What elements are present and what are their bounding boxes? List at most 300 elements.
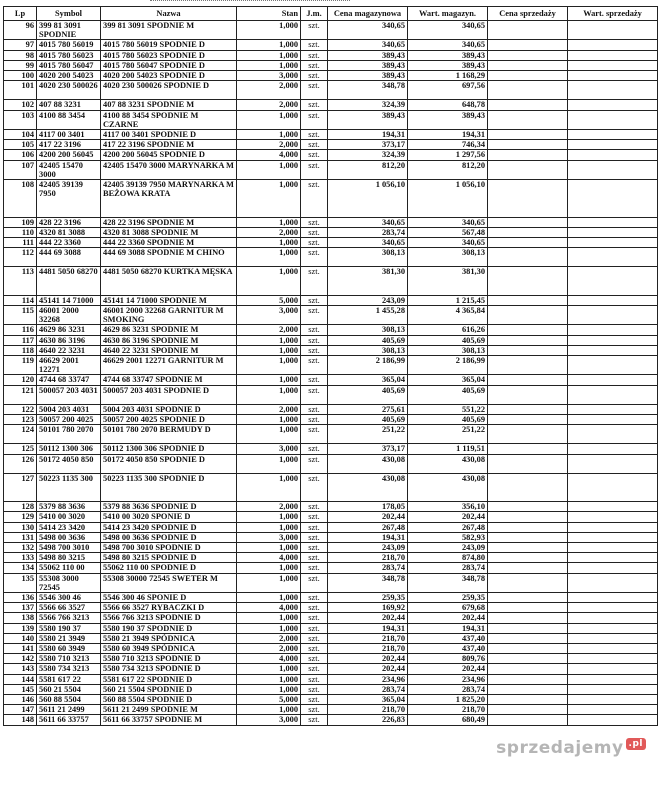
- cell-wart-magazyn: 340,65: [408, 238, 488, 248]
- cell-wart-magazyn: 340,65: [408, 40, 488, 50]
- cell-cena-sprzedazy: [488, 512, 568, 522]
- cell-symbol: 4200 200 56045: [37, 150, 101, 160]
- cell-wart-magazyn: 283,74: [408, 563, 488, 573]
- cell-lp: 104: [4, 130, 37, 140]
- cell-cena-sprzedazy: [488, 593, 568, 603]
- header-lp: Lp: [4, 7, 37, 21]
- cell-wart-magazyn: 389,43: [408, 60, 488, 70]
- cell-cena-sprzedazy: [488, 325, 568, 335]
- cell-wart-magazyn: 430,08: [408, 473, 488, 501]
- cell-symbol: 5410 00 3020: [37, 512, 101, 522]
- cell-lp: 100: [4, 71, 37, 81]
- cell-symbol: 5004 203 4031: [37, 404, 101, 414]
- cell-wart-sprzedazy: [568, 633, 658, 643]
- cell-cena-sprzedazy: [488, 160, 568, 179]
- cell-cena-sprzedazy: [488, 684, 568, 694]
- cell-wart-magazyn: 567,48: [408, 227, 488, 237]
- cell-jm: szt.: [301, 454, 328, 473]
- cell-wart-magazyn: 202,44: [408, 613, 488, 623]
- cell-stan: 1,000: [237, 130, 301, 140]
- cell-cena-magazynowa: 340,65: [328, 21, 408, 40]
- table-row: [4, 502, 658, 512]
- cell-stan: 1,000: [237, 705, 301, 715]
- cell-stan: 2,000: [237, 140, 301, 150]
- cell-stan: 1,000: [237, 613, 301, 623]
- cell-nazwa: 560 21 5504 SPODNIE D: [101, 684, 237, 694]
- table-row: [4, 633, 658, 643]
- table-header-row: [4, 7, 658, 21]
- cell-lp: 111: [4, 238, 37, 248]
- cell-nazwa: 500057 203 4031 SPODNIE D: [101, 385, 237, 404]
- header-symbol: Symbol: [37, 7, 101, 21]
- cell-jm: szt.: [301, 705, 328, 715]
- cell-jm: szt.: [301, 674, 328, 684]
- cell-symbol: 428 22 3196: [37, 217, 101, 227]
- header-cena-magazynowa: Cena magazynowa: [328, 7, 408, 21]
- cell-jm: szt.: [301, 532, 328, 542]
- cell-nazwa: 4320 81 3088 SPODNIE M: [101, 227, 237, 237]
- cell-jm: szt.: [301, 238, 328, 248]
- cell-symbol: 4020 200 54023: [37, 71, 101, 81]
- cell-symbol: 5498 00 3636: [37, 532, 101, 542]
- table-body: [4, 21, 658, 726]
- table-row: [4, 553, 658, 563]
- cell-stan: 1,000: [237, 415, 301, 425]
- table-row: [4, 444, 658, 454]
- cell-symbol: 5379 88 3636: [37, 502, 101, 512]
- cell-wart-magazyn: 4 365,84: [408, 306, 488, 325]
- cell-lp: 133: [4, 553, 37, 563]
- cell-wart-magazyn: 1 825,20: [408, 695, 488, 705]
- cell-nazwa: 5580 710 3213 SPODNIE D: [101, 654, 237, 664]
- cell-stan: 3,000: [237, 306, 301, 325]
- cell-symbol: 4015 780 56023: [37, 50, 101, 60]
- cell-cena-magazynowa: 365,04: [328, 375, 408, 385]
- cell-cena-magazynowa: 430,08: [328, 473, 408, 501]
- table-row: [4, 356, 658, 375]
- cell-stan: 4,000: [237, 654, 301, 664]
- cell-symbol: 5611 66 33757: [37, 715, 101, 725]
- cell-nazwa: 5566 66 3527 RYBACZKI D: [101, 603, 237, 613]
- cell-wart-magazyn: 202,44: [408, 512, 488, 522]
- cell-jm: szt.: [301, 695, 328, 705]
- cell-symbol: 50101 780 2070: [37, 425, 101, 444]
- cell-symbol: 5498 700 3010: [37, 543, 101, 553]
- cell-wart-sprzedazy: [568, 684, 658, 694]
- cell-stan: 1,000: [237, 674, 301, 684]
- cell-wart-magazyn: 218,70: [408, 705, 488, 715]
- cell-wart-magazyn: 874,80: [408, 553, 488, 563]
- table-row: [4, 674, 658, 684]
- table-row: [4, 425, 658, 444]
- cell-jm: szt.: [301, 644, 328, 654]
- cell-cena-sprzedazy: [488, 110, 568, 129]
- cell-symbol: 55062 110 00: [37, 563, 101, 573]
- cell-jm: szt.: [301, 150, 328, 160]
- cell-cena-magazynowa: 194,31: [328, 130, 408, 140]
- cell-lp: 103: [4, 110, 37, 129]
- table-row: [4, 375, 658, 385]
- cell-cena-magazynowa: 283,74: [328, 563, 408, 573]
- table-row: [4, 217, 658, 227]
- table-row: [4, 180, 658, 218]
- table-row: [4, 345, 658, 355]
- cell-cena-sprzedazy: [488, 444, 568, 454]
- cell-cena-magazynowa: 405,69: [328, 335, 408, 345]
- cell-symbol: 4481 5050 68270: [37, 267, 101, 295]
- cell-lp: 115: [4, 306, 37, 325]
- cell-wart-sprzedazy: [568, 573, 658, 592]
- cell-wart-sprzedazy: [568, 563, 658, 573]
- cell-cena-sprzedazy: [488, 522, 568, 532]
- cell-wart-sprzedazy: [568, 21, 658, 40]
- table-row: [4, 248, 658, 267]
- table-row: [4, 512, 658, 522]
- cell-symbol: 50057 200 4025: [37, 415, 101, 425]
- cell-nazwa: 4015 780 56019 SPODNIE D: [101, 40, 237, 50]
- cell-nazwa: 5580 60 3949 SPÓDNICA: [101, 644, 237, 654]
- cell-lp: 117: [4, 335, 37, 345]
- cell-wart-sprzedazy: [568, 603, 658, 613]
- cell-cena-magazynowa: 275,61: [328, 404, 408, 414]
- cell-cena-magazynowa: 389,43: [328, 71, 408, 81]
- cell-stan: 5,000: [237, 295, 301, 305]
- cell-stan: 1,000: [237, 385, 301, 404]
- watermark-logo: [496, 738, 646, 758]
- cell-nazwa: 4481 5050 68270 KURTKA MĘSKA: [101, 267, 237, 295]
- cell-jm: szt.: [301, 415, 328, 425]
- cell-symbol: 4629 86 3231: [37, 325, 101, 335]
- table-row: [4, 227, 658, 237]
- watermark-text: sprzedajemy: [496, 738, 624, 758]
- cell-wart-magazyn: 1 297,56: [408, 150, 488, 160]
- cell-wart-sprzedazy: [568, 623, 658, 633]
- cell-symbol: 5546 300 46: [37, 593, 101, 603]
- cell-wart-magazyn: 680,49: [408, 715, 488, 725]
- cell-stan: 2,000: [237, 502, 301, 512]
- cell-lp: 114: [4, 295, 37, 305]
- cell-wart-magazyn: 283,74: [408, 684, 488, 694]
- cell-cena-sprzedazy: [488, 306, 568, 325]
- cell-symbol: 5580 190 37: [37, 623, 101, 633]
- cell-jm: szt.: [301, 81, 328, 100]
- cell-cena-magazynowa: 169,92: [328, 603, 408, 613]
- cell-lp: 102: [4, 100, 37, 110]
- cell-nazwa: 5580 734 3213 SPODNIE D: [101, 664, 237, 674]
- cell-wart-sprzedazy: [568, 71, 658, 81]
- cell-nazwa: 4117 00 3401 SPODNIE D: [101, 130, 237, 140]
- cell-cena-sprzedazy: [488, 425, 568, 444]
- cell-jm: szt.: [301, 71, 328, 81]
- cell-wart-magazyn: 551,22: [408, 404, 488, 414]
- table-row: [4, 160, 658, 179]
- cell-wart-magazyn: 405,69: [408, 415, 488, 425]
- cell-nazwa: 4630 86 3196 SPODNIE M: [101, 335, 237, 345]
- cell-wart-magazyn: 259,35: [408, 593, 488, 603]
- cell-cena-magazynowa: 308,13: [328, 248, 408, 267]
- cell-wart-magazyn: 251,22: [408, 425, 488, 444]
- cell-cena-magazynowa: 389,43: [328, 60, 408, 70]
- cell-lp: 143: [4, 664, 37, 674]
- cell-symbol: 46629 2001 12271: [37, 356, 101, 375]
- table-row: [4, 238, 658, 248]
- table-row: [4, 522, 658, 532]
- cell-wart-magazyn: 697,56: [408, 81, 488, 100]
- cell-wart-magazyn: 243,09: [408, 543, 488, 553]
- cell-cena-magazynowa: 202,44: [328, 613, 408, 623]
- cell-stan: 1,000: [237, 664, 301, 674]
- cell-lp: 132: [4, 543, 37, 553]
- table-row: [4, 593, 658, 603]
- cell-jm: szt.: [301, 110, 328, 129]
- cell-wart-sprzedazy: [568, 444, 658, 454]
- cell-symbol: 55308 3000 72545: [37, 573, 101, 592]
- cell-cena-magazynowa: 365,04: [328, 695, 408, 705]
- cell-symbol: 407 88 3231: [37, 100, 101, 110]
- cell-lp: 141: [4, 644, 37, 654]
- table-row: [4, 267, 658, 295]
- cell-jm: szt.: [301, 654, 328, 664]
- cell-jm: szt.: [301, 715, 328, 725]
- cell-cena-magazynowa: 218,70: [328, 705, 408, 715]
- cell-lp: 147: [4, 705, 37, 715]
- cell-stan: 2,000: [237, 325, 301, 335]
- cell-lp: 148: [4, 715, 37, 725]
- cell-wart-magazyn: 202,44: [408, 664, 488, 674]
- watermark-tld: .pl: [626, 738, 646, 750]
- cell-symbol: 5580 60 3949: [37, 644, 101, 654]
- cell-symbol: 4015 780 56019: [37, 40, 101, 50]
- cell-lp: 127: [4, 473, 37, 501]
- header-nazwa: Nazwa: [101, 7, 237, 21]
- cell-stan: 1,000: [237, 512, 301, 522]
- cell-lp: 120: [4, 375, 37, 385]
- cell-cena-magazynowa: 2 186,99: [328, 356, 408, 375]
- cell-jm: szt.: [301, 227, 328, 237]
- cell-nazwa: 5004 203 4031 SPODNIE D: [101, 404, 237, 414]
- cell-cena-sprzedazy: [488, 644, 568, 654]
- cell-lp: 138: [4, 613, 37, 623]
- cell-jm: szt.: [301, 593, 328, 603]
- cell-jm: szt.: [301, 684, 328, 694]
- cell-nazwa: 50112 1300 306 SPODNIE D: [101, 444, 237, 454]
- cell-wart-magazyn: 405,69: [408, 385, 488, 404]
- cell-wart-sprzedazy: [568, 715, 658, 725]
- cell-wart-magazyn: 365,04: [408, 375, 488, 385]
- table-row: [4, 613, 658, 623]
- cell-lp: 101: [4, 81, 37, 100]
- cell-nazwa: 5379 88 3636 SPODNIE D: [101, 502, 237, 512]
- cell-wart-magazyn: 648,78: [408, 100, 488, 110]
- cell-wart-sprzedazy: [568, 532, 658, 542]
- cell-cena-magazynowa: 340,65: [328, 238, 408, 248]
- cell-wart-magazyn: 1 168,29: [408, 71, 488, 81]
- cell-lp: 142: [4, 654, 37, 664]
- cell-cena-sprzedazy: [488, 217, 568, 227]
- cell-nazwa: 5580 190 37 SPODNIE D: [101, 623, 237, 633]
- cell-nazwa: 50057 200 4025 SPODNIE D: [101, 415, 237, 425]
- cell-stan: 2,000: [237, 81, 301, 100]
- cell-nazwa: 4629 86 3231 SPODNIE M: [101, 325, 237, 335]
- cell-stan: 1,000: [237, 345, 301, 355]
- cell-wart-sprzedazy: [568, 248, 658, 267]
- cell-wart-magazyn: 2 186,99: [408, 356, 488, 375]
- cell-wart-sprzedazy: [568, 238, 658, 248]
- cell-nazwa: 428 22 3196 SPODNIE M: [101, 217, 237, 227]
- cell-wart-magazyn: 267,48: [408, 522, 488, 532]
- cell-jm: szt.: [301, 543, 328, 553]
- cell-stan: 1,000: [237, 50, 301, 60]
- table-row: [4, 695, 658, 705]
- cell-lp: 135: [4, 573, 37, 592]
- cell-cena-magazynowa: 324,39: [328, 150, 408, 160]
- cell-jm: szt.: [301, 325, 328, 335]
- cell-wart-sprzedazy: [568, 512, 658, 522]
- cell-stan: 3,000: [237, 532, 301, 542]
- cell-stan: 2,000: [237, 100, 301, 110]
- cell-lp: 124: [4, 425, 37, 444]
- cell-stan: 1,000: [237, 375, 301, 385]
- cell-jm: szt.: [301, 473, 328, 501]
- cell-wart-magazyn: 437,40: [408, 644, 488, 654]
- cell-stan: 1,000: [237, 573, 301, 592]
- cell-lp: 136: [4, 593, 37, 603]
- cell-wart-sprzedazy: [568, 150, 658, 160]
- cell-wart-sprzedazy: [568, 385, 658, 404]
- cell-stan: 4,000: [237, 553, 301, 563]
- cell-wart-sprzedazy: [568, 593, 658, 603]
- cell-cena-magazynowa: 218,70: [328, 633, 408, 643]
- inventory-table: [3, 6, 658, 726]
- cell-symbol: 560 21 5504: [37, 684, 101, 694]
- cell-jm: szt.: [301, 425, 328, 444]
- cell-cena-magazynowa: 243,09: [328, 295, 408, 305]
- cell-wart-sprzedazy: [568, 40, 658, 50]
- cell-wart-sprzedazy: [568, 415, 658, 425]
- cell-symbol: 4744 68 33747: [37, 375, 101, 385]
- cell-symbol: 42405 15470 3000: [37, 160, 101, 179]
- cell-wart-magazyn: 348,78: [408, 573, 488, 592]
- cell-cena-sprzedazy: [488, 295, 568, 305]
- cell-lp: 98: [4, 50, 37, 60]
- cell-jm: szt.: [301, 217, 328, 227]
- table-row: [4, 385, 658, 404]
- table-row: [4, 644, 658, 654]
- cell-stan: 2,000: [237, 633, 301, 643]
- cell-cena-magazynowa: 283,74: [328, 227, 408, 237]
- cell-nazwa: 46629 2001 12271 GARNITUR M: [101, 356, 237, 375]
- table-row: [4, 664, 658, 674]
- cell-stan: 5,000: [237, 695, 301, 705]
- cell-wart-magazyn: 234,96: [408, 674, 488, 684]
- cell-lp: 110: [4, 227, 37, 237]
- cell-cena-sprzedazy: [488, 502, 568, 512]
- table-row: [4, 715, 658, 725]
- cell-symbol: 50223 1135 300: [37, 473, 101, 501]
- cell-cena-sprzedazy: [488, 71, 568, 81]
- cell-stan: 2,000: [237, 404, 301, 414]
- table-row: [4, 140, 658, 150]
- cell-lp: 96: [4, 21, 37, 40]
- cell-cena-magazynowa: 1 056,10: [328, 180, 408, 218]
- cell-wart-sprzedazy: [568, 404, 658, 414]
- cell-cena-magazynowa: 251,22: [328, 425, 408, 444]
- cell-wart-magazyn: 194,31: [408, 130, 488, 140]
- cell-cena-magazynowa: 340,65: [328, 40, 408, 50]
- table-row: [4, 50, 658, 60]
- cell-wart-sprzedazy: [568, 180, 658, 218]
- cell-cena-magazynowa: 234,96: [328, 674, 408, 684]
- cell-wart-sprzedazy: [568, 654, 658, 664]
- cell-nazwa: 50101 780 2070 BERMUDY D: [101, 425, 237, 444]
- table-row: [4, 415, 658, 425]
- cell-nazwa: 5410 00 3020 SPONIE D: [101, 512, 237, 522]
- cell-wart-sprzedazy: [568, 306, 658, 325]
- cut-off-header-line: [150, 0, 350, 3]
- cell-stan: 1,000: [237, 623, 301, 633]
- cell-wart-magazyn: 356,10: [408, 502, 488, 512]
- cell-jm: szt.: [301, 522, 328, 532]
- table-row: [4, 454, 658, 473]
- cell-stan: 1,000: [237, 110, 301, 129]
- cell-symbol: 46001 2000 32268: [37, 306, 101, 325]
- cell-cena-magazynowa: 812,20: [328, 160, 408, 179]
- cell-jm: szt.: [301, 502, 328, 512]
- cell-cena-magazynowa: 389,43: [328, 110, 408, 129]
- cell-symbol: 5580 710 3213: [37, 654, 101, 664]
- cell-jm: szt.: [301, 385, 328, 404]
- cell-wart-sprzedazy: [568, 356, 658, 375]
- cell-wart-sprzedazy: [568, 345, 658, 355]
- table-row: [4, 325, 658, 335]
- cell-lp: 107: [4, 160, 37, 179]
- cell-nazwa: 417 22 3196 SPODNIE M: [101, 140, 237, 150]
- cell-nazwa: 5566 766 3213 SPODNIE D: [101, 613, 237, 623]
- cell-wart-magazyn: 616,26: [408, 325, 488, 335]
- cell-symbol: 444 69 3088: [37, 248, 101, 267]
- cell-jm: szt.: [301, 356, 328, 375]
- cell-nazwa: 5414 23 3420 SPODNIE D: [101, 522, 237, 532]
- table-row: [4, 150, 658, 160]
- cell-cena-magazynowa: 389,43: [328, 50, 408, 60]
- cell-wart-sprzedazy: [568, 705, 658, 715]
- cell-jm: szt.: [301, 180, 328, 218]
- cell-jm: szt.: [301, 345, 328, 355]
- cell-nazwa: 46001 2000 32268 GARNITUR M SMOKING: [101, 306, 237, 325]
- cell-wart-magazyn: 746,34: [408, 140, 488, 150]
- cell-jm: szt.: [301, 603, 328, 613]
- cell-lp: 109: [4, 217, 37, 227]
- cell-symbol: 50172 4050 850: [37, 454, 101, 473]
- cell-nazwa: 5581 617 22 SPODNIE D: [101, 674, 237, 684]
- cell-jm: szt.: [301, 375, 328, 385]
- cell-cena-magazynowa: 405,69: [328, 415, 408, 425]
- cell-stan: 1,000: [237, 21, 301, 40]
- cell-wart-sprzedazy: [568, 664, 658, 674]
- cell-cena-sprzedazy: [488, 50, 568, 60]
- cell-cena-magazynowa: 178,05: [328, 502, 408, 512]
- cell-symbol: 4117 00 3401: [37, 130, 101, 140]
- cell-cena-sprzedazy: [488, 633, 568, 643]
- cell-jm: szt.: [301, 335, 328, 345]
- cell-stan: 1,000: [237, 160, 301, 179]
- cell-jm: szt.: [301, 553, 328, 563]
- table-row: [4, 532, 658, 542]
- cell-symbol: 399 81 3091 SPODNIE: [37, 21, 101, 40]
- cell-wart-sprzedazy: [568, 81, 658, 100]
- cell-jm: szt.: [301, 444, 328, 454]
- cell-symbol: 4020 230 500026: [37, 81, 101, 100]
